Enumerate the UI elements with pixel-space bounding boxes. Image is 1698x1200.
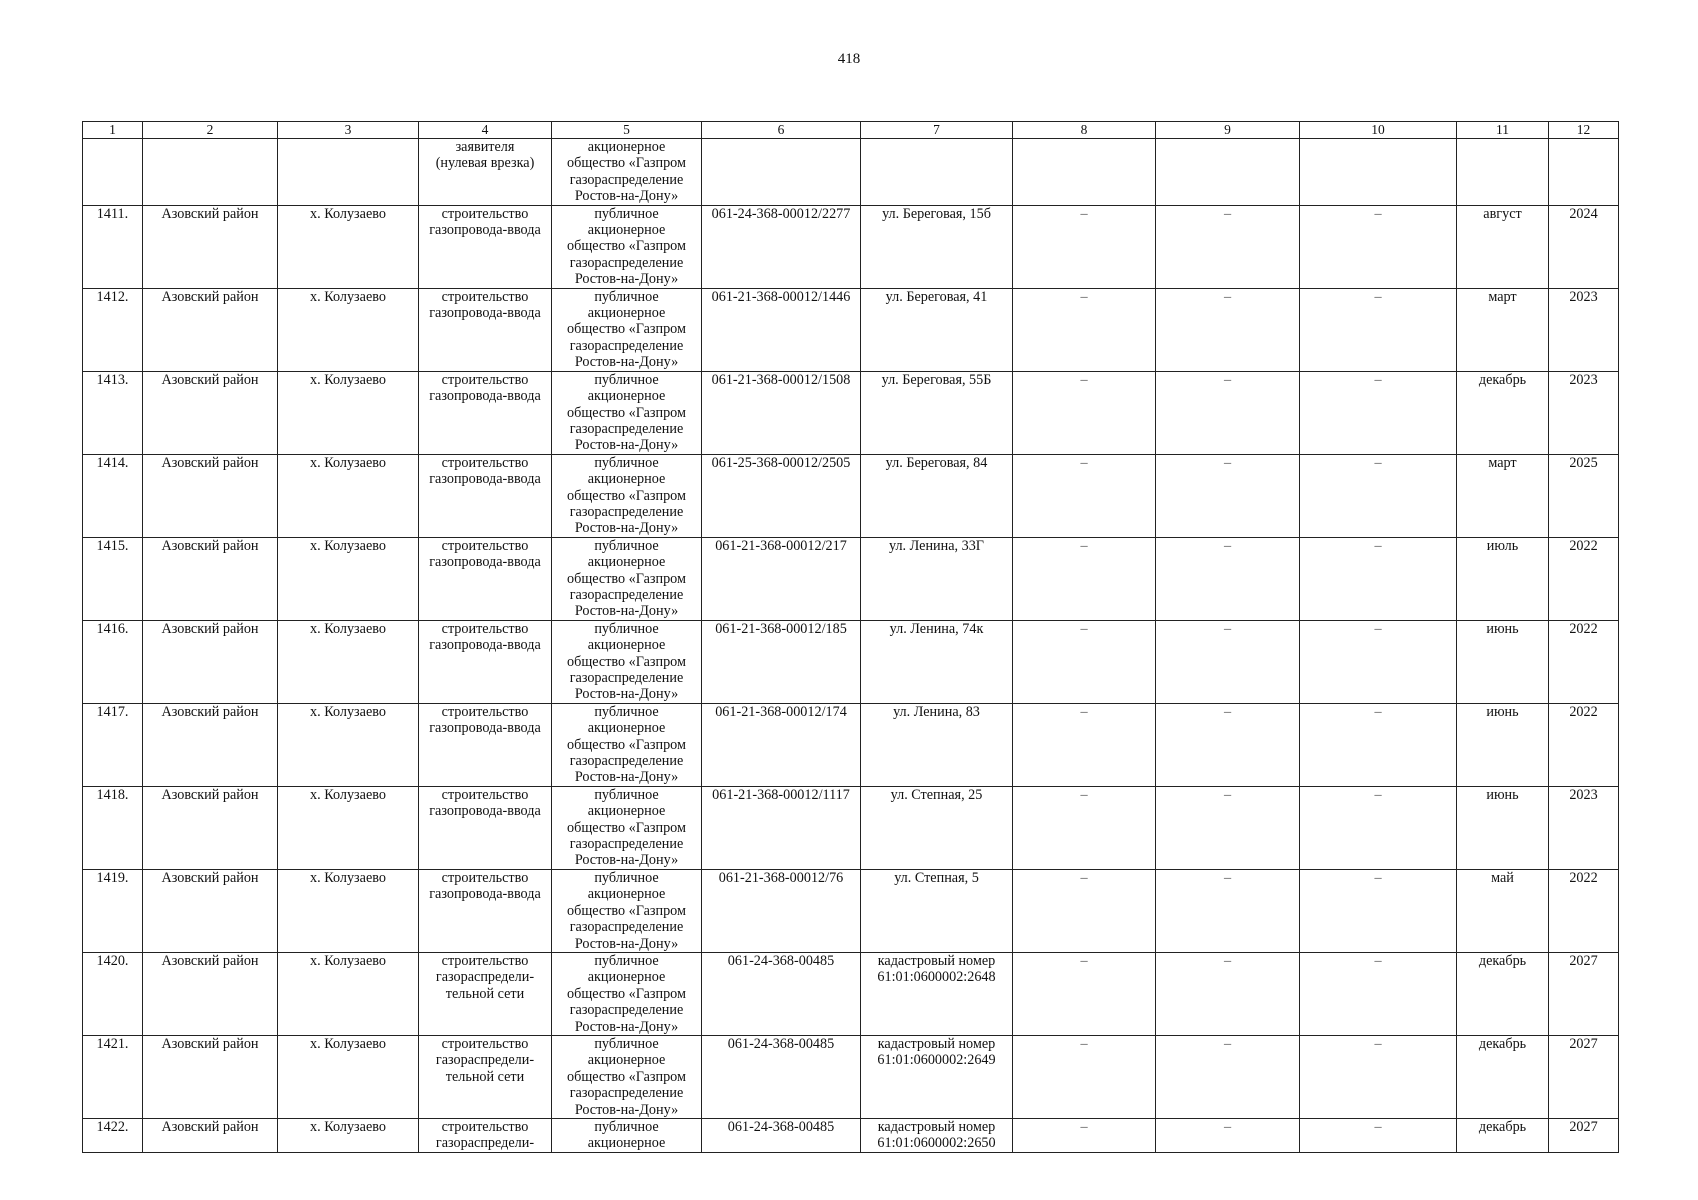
text-line: акционерное <box>587 1052 666 1069</box>
text-line: газораспределение <box>569 670 684 686</box>
text-line: акционерное <box>587 637 666 654</box>
year-cell: 2023 <box>1549 786 1619 869</box>
text-line: строительство <box>441 371 529 388</box>
text-line: 61:01:0600002:2648 <box>877 969 996 986</box>
dash-cell: – <box>1013 703 1156 786</box>
text-line: акционерное <box>587 969 666 986</box>
column-number: 8 <box>1013 122 1156 139</box>
year-cell: 2022 <box>1549 620 1619 703</box>
text-line: газораспределение <box>569 753 684 770</box>
registration-code-cell: 061-24-368-00012/2277 <box>702 205 861 288</box>
column-number: 5 <box>552 122 702 139</box>
text-line: газораспределение <box>569 171 684 188</box>
text-line: газораспределение <box>569 1085 684 1102</box>
organization-cell <box>552 288 702 371</box>
organization-cell <box>552 869 702 952</box>
dash-cell: – <box>1300 454 1457 537</box>
text-line: ул. Ленина, 33Г <box>888 537 985 554</box>
table-body <box>83 122 1619 1153</box>
row-number-cell: 1414. <box>83 454 143 537</box>
district-cell: Азовский район <box>143 786 278 869</box>
row-number-cell: 1422. <box>83 1118 143 1152</box>
month-cell: июнь <box>1457 703 1549 786</box>
work-type-cell <box>419 952 552 1035</box>
table-row <box>83 288 1619 371</box>
work-type-cell <box>419 537 552 620</box>
text-line: публичное <box>594 620 659 637</box>
dash-cell: – <box>1013 952 1156 1035</box>
text-line: Ростов-на-Дону» <box>574 686 679 703</box>
text-line: общество «Газпром <box>567 736 686 753</box>
row-number-cell: 1421. <box>83 1035 143 1118</box>
dash-cell: – <box>1156 703 1300 786</box>
text-line: ул. Ленина, 74к <box>889 620 984 637</box>
district-cell: Азовский район <box>143 537 278 620</box>
dash-cell: – <box>1300 537 1457 620</box>
month-cell: декабрь <box>1457 1118 1549 1152</box>
text-line: Ростов-на-Дону» <box>574 437 679 454</box>
month-cell: март <box>1457 288 1549 371</box>
column-number: 4 <box>419 122 552 139</box>
locality-cell: х. Колузаево <box>278 703 419 786</box>
dash-cell: – <box>1156 205 1300 288</box>
registration-code-cell: 061-21-368-00012/1446 <box>702 288 861 371</box>
dash-cell: – <box>1156 952 1300 1035</box>
address-cell <box>861 454 1013 537</box>
text-line: строительство <box>441 786 529 803</box>
text-line: публичное <box>594 537 659 554</box>
text-line: газопровода-ввода <box>429 305 541 322</box>
text-line: тельной сети <box>445 1068 525 1085</box>
work-type-cell <box>419 703 552 786</box>
dash-cell: – <box>1013 1118 1156 1152</box>
table-row <box>83 952 1619 1035</box>
district-cell: Азовский район <box>143 454 278 537</box>
organization-cell <box>552 1118 702 1152</box>
locality-cell: х. Колузаево <box>278 205 419 288</box>
text-line: газораспредели- <box>435 1135 535 1152</box>
text-line: Ростов-на-Дону» <box>574 935 679 952</box>
text-line: акционерное <box>587 803 666 820</box>
dash-cell: – <box>1013 1035 1156 1118</box>
row-number-cell: 1420. <box>83 952 143 1035</box>
year-cell: 2022 <box>1549 869 1619 952</box>
dash-cell: – <box>1013 288 1156 371</box>
registration-code-cell: 061-21-368-00012/1117 <box>702 786 861 869</box>
dash-cell: – <box>1156 620 1300 703</box>
address-cell <box>861 1118 1013 1152</box>
text-line: газопровода-ввода <box>429 554 541 571</box>
dash-cell: – <box>1300 869 1457 952</box>
text-line: публичное <box>594 205 659 222</box>
district-cell: Азовский район <box>143 205 278 288</box>
text-line: общество «Газпром <box>567 155 686 172</box>
registration-code-cell: 061-21-368-00012/1508 <box>702 371 861 454</box>
row-number-cell: 1411. <box>83 205 143 288</box>
text-line: строительство <box>441 703 529 720</box>
text-line: ул. Береговая, 15б <box>882 205 991 222</box>
dash-cell: – <box>1300 371 1457 454</box>
text-line: строительство <box>441 537 529 554</box>
address-cell <box>861 786 1013 869</box>
text-line: ул. Степная, 25 <box>890 786 983 803</box>
month-cell: декабрь <box>1457 952 1549 1035</box>
continuation-work-cell <box>419 139 552 206</box>
column-number: 10 <box>1300 122 1457 139</box>
text-line: акционерное <box>587 554 666 571</box>
dash-cell: – <box>1156 537 1300 620</box>
text-line: общество «Газпром <box>567 238 686 255</box>
registration-code-cell: 061-25-368-00012/2505 <box>702 454 861 537</box>
text-line: газораспределение <box>569 337 684 354</box>
column-number: 12 <box>1549 122 1619 139</box>
organization-cell <box>552 537 702 620</box>
organization-cell <box>552 786 702 869</box>
text-line: Ростов-на-Дону» <box>574 188 679 205</box>
column-number: 9 <box>1156 122 1300 139</box>
registration-code-cell: 061-24-368-00485 <box>702 952 861 1035</box>
dash-cell: – <box>1013 786 1156 869</box>
year-cell: 2023 <box>1549 371 1619 454</box>
text-line: строительство <box>441 952 529 969</box>
text-line: газопровода-ввода <box>429 222 541 239</box>
locality-cell: х. Колузаево <box>278 371 419 454</box>
dash-cell: – <box>1156 786 1300 869</box>
row-number-cell: 1417. <box>83 703 143 786</box>
year-cell: 2025 <box>1549 454 1619 537</box>
text-line: публичное <box>594 454 659 471</box>
text-line: строительство <box>441 1118 529 1135</box>
text-line: строительство <box>441 620 529 637</box>
address-cell <box>861 1035 1013 1118</box>
text-line: газопровода-ввода <box>429 388 541 405</box>
text-line: газораспределение <box>569 586 684 603</box>
year-cell: 2024 <box>1549 205 1619 288</box>
year-cell: 2027 <box>1549 1035 1619 1118</box>
organization-cell <box>552 371 702 454</box>
table-row <box>83 537 1619 620</box>
column-number: 2 <box>143 122 278 139</box>
column-number: 11 <box>1457 122 1549 139</box>
table-row <box>83 1035 1619 1118</box>
text-line: тельной сети <box>445 985 525 1002</box>
text-line: общество «Газпром <box>567 1068 686 1085</box>
text-line: 61:01:0600002:2650 <box>877 1135 996 1152</box>
text-line: Ростов-на-Дону» <box>574 603 679 620</box>
dash-cell: – <box>1156 1118 1300 1152</box>
dash-cell: – <box>1300 288 1457 371</box>
column-number: 6 <box>702 122 861 139</box>
registration-code-cell: 061-21-368-00012/217 <box>702 537 861 620</box>
text-line: ул. Береговая, 84 <box>885 454 988 471</box>
text-line: 61:01:0600002:2649 <box>877 1052 996 1069</box>
text-line: акционерное <box>587 886 666 903</box>
text-line: Ростов-на-Дону» <box>574 852 679 869</box>
locality-cell: х. Колузаево <box>278 952 419 1035</box>
registration-code-cell: 061-21-368-00012/174 <box>702 703 861 786</box>
text-line: газораспределение <box>569 503 684 520</box>
table-row <box>83 1118 1619 1152</box>
month-cell: август <box>1457 205 1549 288</box>
work-type-cell <box>419 1035 552 1118</box>
district-cell: Азовский район <box>143 952 278 1035</box>
column-number: 1 <box>83 122 143 139</box>
registration-code-cell: 061-24-368-00485 <box>702 1035 861 1118</box>
register-table <box>82 121 1619 1153</box>
text-line: публичное <box>594 952 659 969</box>
work-type-cell <box>419 371 552 454</box>
district-cell: Азовский район <box>143 869 278 952</box>
text-line: публичное <box>594 703 659 720</box>
text-line: общество «Газпром <box>567 321 686 338</box>
text-line: кадастровый номер <box>877 1118 996 1135</box>
dash-cell: – <box>1156 869 1300 952</box>
continuation-row <box>83 139 1619 206</box>
work-type-cell <box>419 786 552 869</box>
year-cell: 2027 <box>1549 1118 1619 1152</box>
row-number-cell: 1419. <box>83 869 143 952</box>
organization-cell <box>552 952 702 1035</box>
locality-cell: х. Колузаево <box>278 620 419 703</box>
page-number: 418 <box>837 51 861 67</box>
text-line: ул. Береговая, 55Б <box>881 371 992 388</box>
column-number: 3 <box>278 122 419 139</box>
table-row <box>83 205 1619 288</box>
text-line: публичное <box>594 869 659 886</box>
text-line: публичное <box>594 786 659 803</box>
dash-cell: – <box>1013 620 1156 703</box>
text-line: акционерное <box>587 388 666 405</box>
text-line: общество «Газпром <box>567 653 686 670</box>
text-line: общество «Газпром <box>567 570 686 587</box>
text-line: газораспределение <box>569 919 684 936</box>
dash-cell: – <box>1300 205 1457 288</box>
address-cell <box>861 703 1013 786</box>
continuation-org-cell <box>552 139 702 206</box>
district-cell: Азовский район <box>143 371 278 454</box>
locality-cell: х. Колузаево <box>278 786 419 869</box>
text-line: акционерное <box>587 720 666 737</box>
district-cell: Азовский район <box>143 620 278 703</box>
table-row <box>83 620 1619 703</box>
text-line: газораспределение <box>569 1002 684 1019</box>
text-line: акционерное <box>587 139 666 155</box>
text-line: акционерное <box>587 471 666 488</box>
registration-code-cell: 061-24-368-00485 <box>702 1118 861 1152</box>
address-cell <box>861 288 1013 371</box>
text-line: Ростов-на-Дону» <box>574 354 679 371</box>
month-cell: июнь <box>1457 786 1549 869</box>
month-cell: декабрь <box>1457 1035 1549 1118</box>
month-cell: июнь <box>1457 620 1549 703</box>
text-line: кадастровый номер <box>877 1035 996 1052</box>
locality-cell: х. Колузаево <box>278 288 419 371</box>
text-line: газораспредели- <box>435 1052 535 1069</box>
dash-cell: – <box>1300 703 1457 786</box>
text-line: общество «Газпром <box>567 902 686 919</box>
month-cell: март <box>1457 454 1549 537</box>
text-line: ул. Ленина, 83 <box>893 703 980 720</box>
text-line: строительство <box>441 454 529 471</box>
address-cell <box>861 371 1013 454</box>
dash-cell: – <box>1156 371 1300 454</box>
text-line: общество «Газпром <box>567 487 686 504</box>
organization-cell <box>552 205 702 288</box>
row-number-cell: 1415. <box>83 537 143 620</box>
text-line: газопровода-ввода <box>429 886 541 903</box>
organization-cell <box>552 703 702 786</box>
month-cell: май <box>1457 869 1549 952</box>
dash-cell: – <box>1013 869 1156 952</box>
year-cell: 2027 <box>1549 952 1619 1035</box>
text-line: Ростов-на-Дону» <box>574 769 679 786</box>
text-line: строительство <box>441 869 529 886</box>
year-cell: 2023 <box>1549 288 1619 371</box>
table-row <box>83 786 1619 869</box>
district-cell: Азовский район <box>143 1118 278 1152</box>
locality-cell: х. Колузаево <box>278 869 419 952</box>
work-type-cell <box>419 288 552 371</box>
column-number: 7 <box>861 122 1013 139</box>
text-line: общество «Газпром <box>567 404 686 421</box>
text-line: акционерное <box>587 1135 666 1152</box>
organization-cell <box>552 1035 702 1118</box>
locality-cell: х. Колузаево <box>278 1035 419 1118</box>
text-line: строительство <box>441 288 529 305</box>
column-number-row <box>83 122 1619 139</box>
address-cell <box>861 537 1013 620</box>
dash-cell: – <box>1013 537 1156 620</box>
dash-cell: – <box>1013 205 1156 288</box>
work-type-cell <box>419 1118 552 1152</box>
row-number-cell: 1412. <box>83 288 143 371</box>
organization-cell <box>552 454 702 537</box>
address-cell <box>861 952 1013 1035</box>
text-line: строительство <box>441 205 529 222</box>
table-row <box>83 454 1619 537</box>
month-cell: декабрь <box>1457 371 1549 454</box>
text-line: газораспределение <box>569 836 684 853</box>
dash-cell: – <box>1013 454 1156 537</box>
text-line: общество «Газпром <box>567 819 686 836</box>
text-line: кадастровый номер <box>877 952 996 969</box>
work-type-cell <box>419 620 552 703</box>
locality-cell: х. Колузаево <box>278 1118 419 1152</box>
text-line: газораспредели- <box>435 969 535 986</box>
registration-code-cell: 061-21-368-00012/185 <box>702 620 861 703</box>
address-cell <box>861 869 1013 952</box>
locality-cell: х. Колузаево <box>278 454 419 537</box>
dash-cell: – <box>1156 1035 1300 1118</box>
text-line: ул. Степная, 5 <box>894 869 979 886</box>
text-line: акционерное <box>587 305 666 322</box>
month-cell: июль <box>1457 537 1549 620</box>
district-cell: Азовский район <box>143 1035 278 1118</box>
row-number-cell: 1413. <box>83 371 143 454</box>
text-line: публичное <box>594 371 659 388</box>
table-row <box>83 371 1619 454</box>
address-cell <box>861 205 1013 288</box>
district-cell: Азовский район <box>143 703 278 786</box>
dash-cell: – <box>1156 454 1300 537</box>
row-number-cell: 1418. <box>83 786 143 869</box>
dash-cell: – <box>1300 1035 1457 1118</box>
locality-cell: х. Колузаево <box>278 537 419 620</box>
dash-cell: – <box>1300 952 1457 1035</box>
text-line: (нулевая врезка) <box>435 155 535 172</box>
work-type-cell <box>419 869 552 952</box>
text-line: газораспределение <box>569 420 684 437</box>
year-cell: 2022 <box>1549 703 1619 786</box>
table-row <box>83 869 1619 952</box>
dash-cell: – <box>1300 620 1457 703</box>
registration-code-cell: 061-21-368-00012/76 <box>702 869 861 952</box>
address-cell <box>861 620 1013 703</box>
dash-cell: – <box>1013 371 1156 454</box>
work-type-cell <box>419 205 552 288</box>
text-line: публичное <box>594 1035 659 1052</box>
text-line: Ростов-на-Дону» <box>574 520 679 537</box>
text-line: акционерное <box>587 222 666 239</box>
dash-cell: – <box>1300 1118 1457 1152</box>
district-cell: Азовский район <box>143 288 278 371</box>
text-line: газопровода-ввода <box>429 637 541 654</box>
text-line: газораспределение <box>569 254 684 271</box>
text-line: Ростов-на-Дону» <box>574 1018 679 1035</box>
text-line: строительство <box>441 1035 529 1052</box>
text-line: газопровода-ввода <box>429 471 541 488</box>
text-line: Ростов-на-Дону» <box>574 271 679 288</box>
text-line: Ростов-на-Дону» <box>574 1101 679 1118</box>
text-line: публичное <box>594 1118 659 1135</box>
text-line: газопровода-ввода <box>429 803 541 820</box>
text-line: ул. Береговая, 41 <box>885 288 988 305</box>
work-type-cell <box>419 454 552 537</box>
year-cell: 2022 <box>1549 537 1619 620</box>
text-line: газопровода-ввода <box>429 720 541 737</box>
row-number-cell: 1416. <box>83 620 143 703</box>
dash-cell: – <box>1156 288 1300 371</box>
dash-cell: – <box>1300 786 1457 869</box>
text-line: публичное <box>594 288 659 305</box>
text-line: заявителя <box>455 139 515 155</box>
table-row <box>83 703 1619 786</box>
organization-cell <box>552 620 702 703</box>
text-line: общество «Газпром <box>567 985 686 1002</box>
